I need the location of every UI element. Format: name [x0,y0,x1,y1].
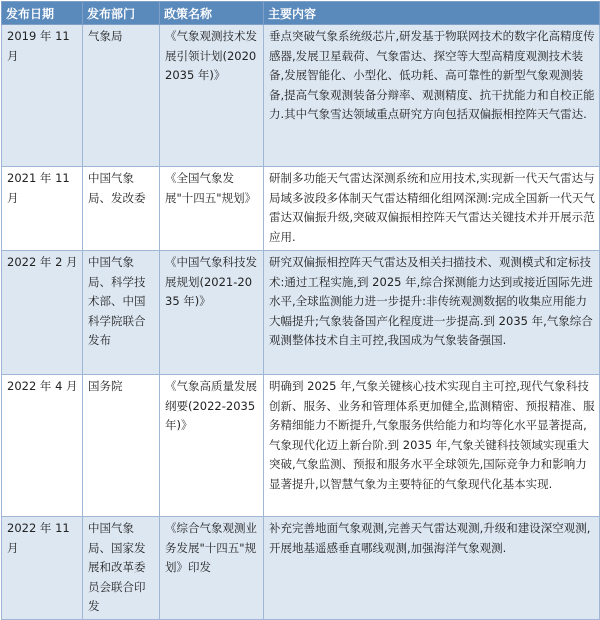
table-row [2,251,600,375]
cell-dept: 中国气象局、国家发展和改革委员会联合印发 [83,517,160,620]
cell-dept: 中国气象局、科学技术部、中国科学院联合发布 [83,251,160,375]
header-dept: 发布部门 [83,2,160,25]
cell-date: 2019 年 11 月 [2,25,83,167]
cell-content: 明确到 2025 年,气象关键核心技术实现自主可控,现代气象科技创新、服务、业务和管理体系更加健全,监测精密、预报精准、服务精细能力不断提升,气象服务供给能力和均等化水平显著提高,气象现代化迈上新台阶.到 2035 年,气象关键科技领域实现重大突破,气象监测、预报和服务水平全球领先,国际竞争力和影响力显著提升,以智慧气象为主要特征的气象现代化基本实现. [264,375,600,517]
table-row [2,25,600,167]
cell-dept: 气象局 [83,25,160,167]
cell-dept: 中国气象局、发改委 [83,167,160,251]
table-row [2,375,600,517]
cell-policy: 《综合气象观测业务发展"十四五"规划》印发 [160,517,264,620]
cell-content: 研究双偏振相控阵天气雷达及相关扫描技术、观测模式和定标技术:通过工程实施,到 2025 年,综合探测能力达到或接近国际先进水平,全球监测能力进一步提升:非传统观测数据的收集应用能力大幅提升;气象装备国产化程度进一步提高.到 2035 年,气象综合观测整体技术自主可控,我国成为气象装备强国. [264,251,600,375]
table-row [2,517,600,620]
cell-date: 2022 年 2 月 [2,251,83,375]
cell-content: 垂点突破气象系统级芯片,研发基于物联网技术的数字化高精度传感器,发展卫星载荷、气象雷达、探空等大型高精度观测技术装备,发展智能化、小型化、低功耗、高可靠性的新型气象观测装备,提高气象观测装备分辩率、观测精度、抗干扰能力和自校正能力.其中气象雪达领域重点研究方向包括双偏振相控阵天气雷达. [264,25,600,167]
header-policy: 政策名称 [160,2,264,25]
cell-date: 2022 年 4 月 [2,375,83,517]
policy-table [1,1,600,620]
cell-policy: 《中国气象科技发展规划(2021-2035 年)》 [160,251,264,375]
cell-content: 研制多功能天气雷达深测系统和应用技术,实现新一代天气雷达与局域多波段多体制天气雷达精细化组网深测:完成全国新一代天气雷达双偏振升级,突破双偏振相控阵天气雷达关键技术并开展示范应用. [264,167,600,251]
header-date: 发布日期 [2,2,83,25]
cell-date: 2022 年 11 月 [2,517,83,620]
cell-policy: 《全国气象发展"十四五"规划》 [160,167,264,251]
cell-dept: 国务院 [83,375,160,517]
header-content: 主要内容 [264,2,600,25]
table-row [2,167,600,251]
cell-policy: 《气象高质量发展纲要(2022-2035 年)》 [160,375,264,517]
cell-content: 补充完善地面气象观测,完善天气雷达观测,升级和建设深空观测,开展地基遥感垂直哪线观测,加强海洋气象观测. [264,517,600,620]
header-row [2,2,600,25]
cell-date: 2021 年 11 月 [2,167,83,251]
cell-policy: 《气象观测技术发展引领计划(20202035 年)》 [160,25,264,167]
